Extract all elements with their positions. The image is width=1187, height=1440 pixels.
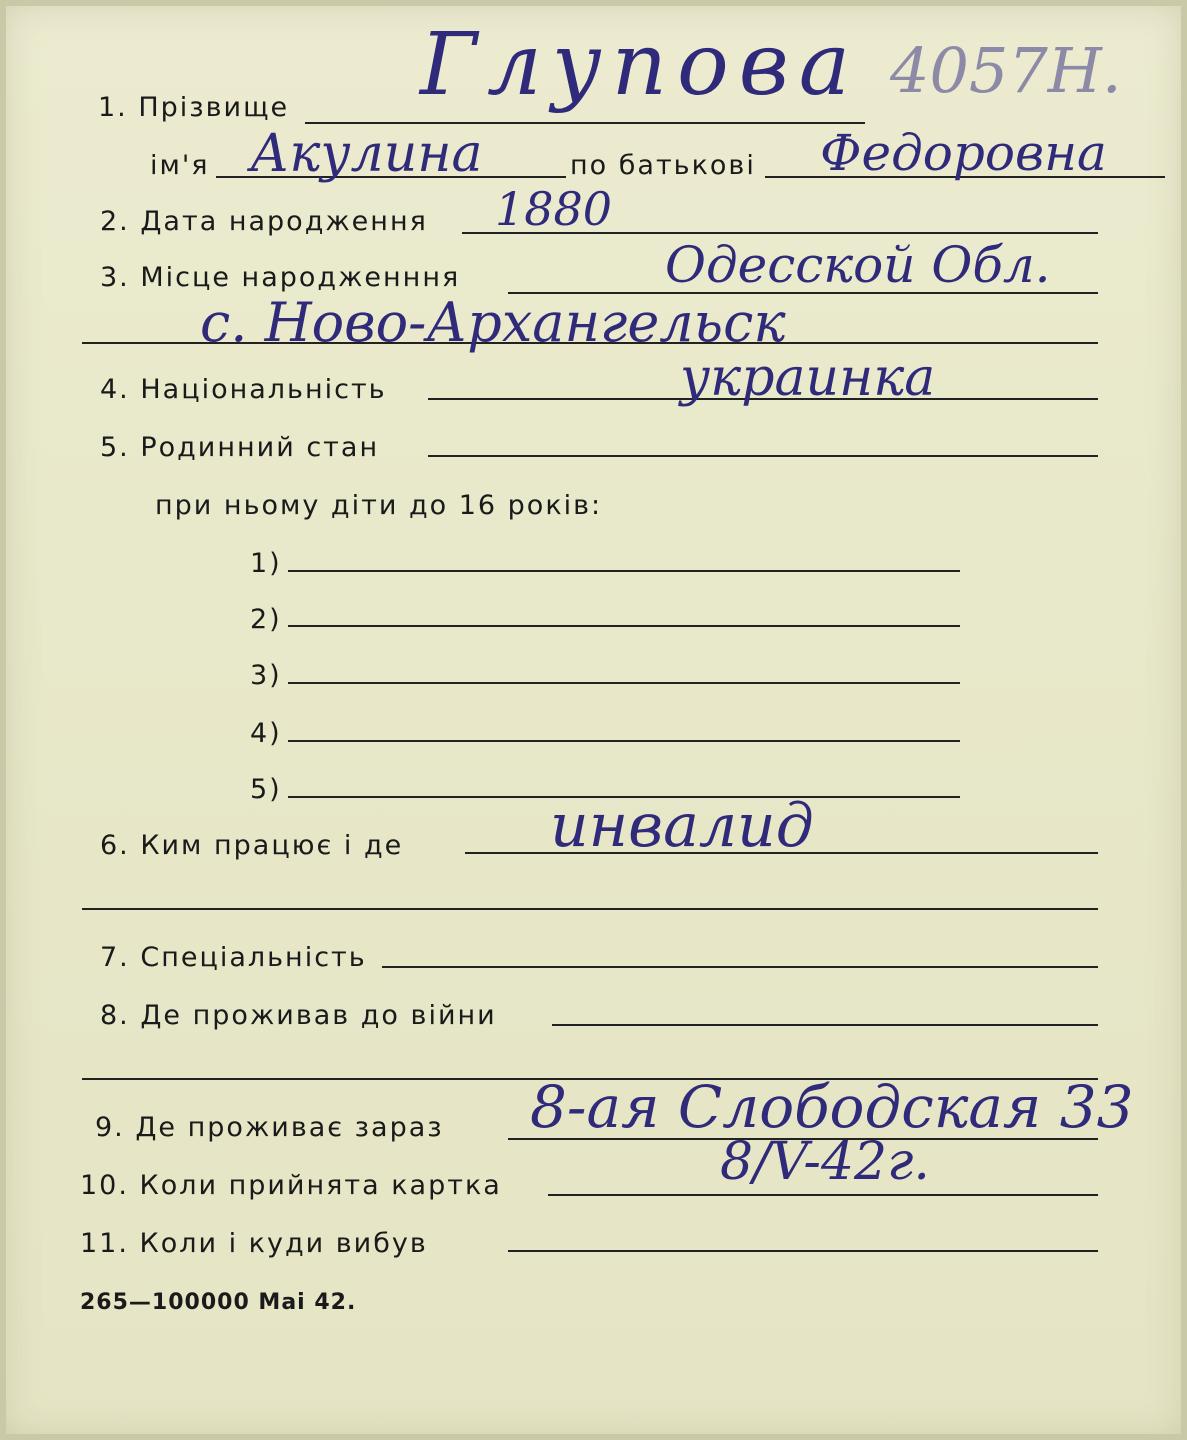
birth-year-handwritten: 1880	[495, 182, 613, 236]
name-label: ім'я	[150, 150, 210, 181]
card-accepted-label: 10. Коли прийнята картка	[80, 1170, 502, 1201]
card-accepted-line	[548, 1194, 1098, 1196]
surname-label: 1. Прізвище	[98, 92, 290, 123]
family-status-label: 5. Родинний стан	[100, 432, 380, 463]
current-address-label: 9. Де проживає зараз	[95, 1112, 444, 1143]
nationality-handwritten: украинка	[680, 348, 936, 408]
work-line-2	[82, 908, 1098, 910]
child-3-line	[288, 682, 960, 684]
child-2-label: 2)	[250, 604, 282, 635]
specialty-line	[382, 966, 1098, 968]
work-label: 6. Ким працює і де	[100, 830, 404, 861]
departed-label: 11. Коли і куди вибув	[80, 1228, 428, 1259]
birthplace-line1-handwritten: Одесской Обл.	[665, 236, 1051, 294]
birthplace-label: 3. Місце народженння	[100, 262, 461, 293]
child-1-label: 1)	[250, 548, 282, 579]
patronymic-label: по батькові	[570, 150, 756, 181]
specialty-label: 7. Спеціальність	[100, 942, 367, 973]
current-address-handwritten: 8-ая Слободская 33	[530, 1073, 1134, 1141]
prewar-address-label: 8. Де проживав до війни	[100, 1000, 497, 1031]
child-4-line	[288, 740, 960, 742]
prewar-address-line	[552, 1024, 1098, 1026]
child-1-line	[288, 570, 960, 572]
child-2-line	[288, 625, 960, 627]
child-5-label: 5)	[250, 774, 282, 805]
nationality-label: 4. Національність	[100, 374, 387, 405]
print-run-footer: 265—100000 Mai 42.	[80, 1290, 357, 1315]
child-3-label: 3)	[250, 660, 282, 691]
child-4-label: 4)	[250, 718, 282, 749]
name-handwritten: Акулина	[250, 124, 483, 184]
card-accepted-handwritten: 8/V-42г.	[720, 1132, 930, 1192]
birthdate-label: 2. Дата народження	[100, 206, 428, 237]
card-number-handwritten: 4057Н.	[890, 34, 1122, 107]
departed-line	[508, 1250, 1098, 1252]
surname-handwritten: Глупова	[420, 15, 861, 115]
birthplace-line2-handwritten: с. Ново-Архангельск	[200, 291, 786, 354]
patronymic-handwritten: Федоровна	[820, 124, 1107, 182]
work-handwritten: инвалид	[550, 791, 814, 861]
children-label: при ньому діти до 16 років:	[155, 490, 603, 521]
family-status-line	[428, 455, 1098, 457]
